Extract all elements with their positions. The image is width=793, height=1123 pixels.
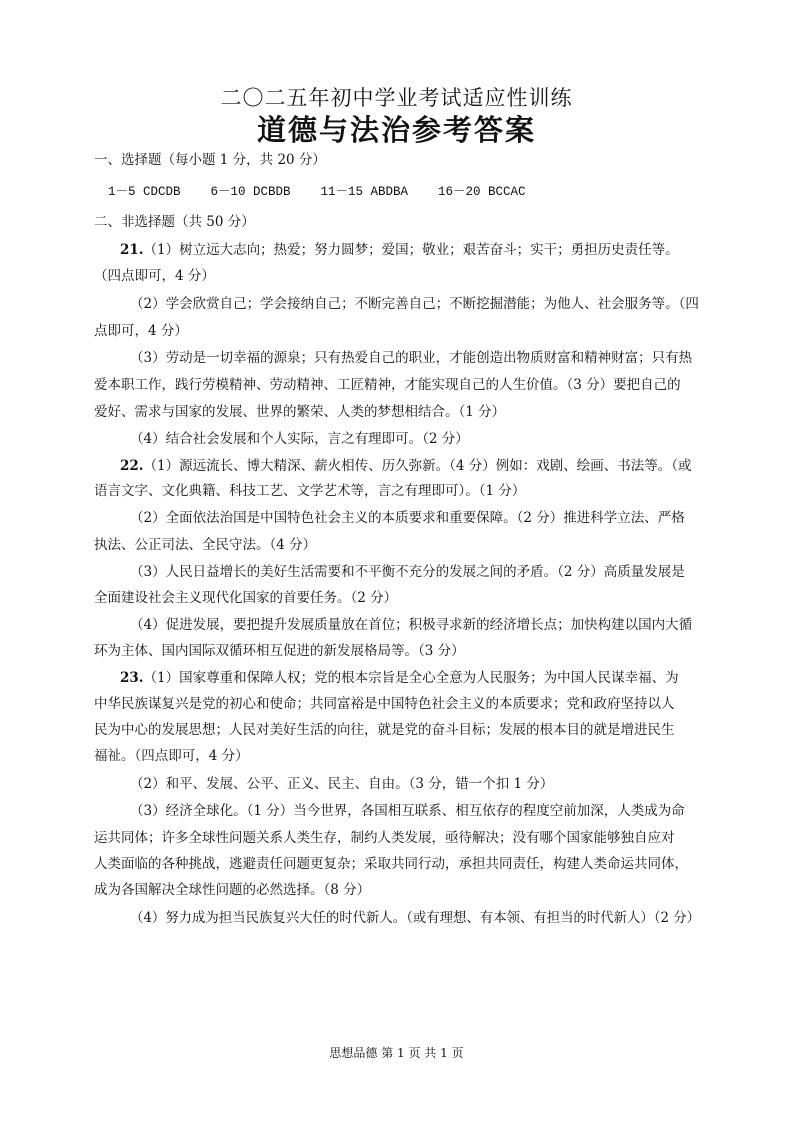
q22-part4-line1: （4）促进发展，要把提升发展质量放在首位；积极寻求新的经济增长点；加快构建以国内大循 — [130, 617, 693, 633]
q22-part2-line2: 执法、公正司法、全民守法。（4 分） — [94, 537, 317, 553]
q21-part3-line1: （3）劳动是一切幸福的源泉；只有热爱自己的职业，才能创造出物质财富和精神财富；只有热 — [130, 350, 693, 366]
q21-part2-line2: 点即可，4 分） — [94, 323, 188, 339]
q21-part4-line1: （4）结合社会发展和个人实际，言之有理即可。（2 分） — [130, 431, 469, 447]
document-title: 道德与法治参考答案 — [256, 113, 536, 147]
q22-part3-line2: 全面建设社会主义现代化国家的首要任务。（2 分） — [94, 590, 398, 606]
q23-part4-line1: （4）努力成为担当民族复兴大任的时代新人。（或有理想、有本领、有担当的时代新人）（2 分） — [130, 910, 701, 926]
section2-heading: 二、非选择题（共 50 分） — [94, 214, 255, 230]
q22-part1-line1: 22.（1）源远流长、博大精深、薪火相传、历久弥新。（4 分）例如：戏剧、绘画、书法等。（或 — [120, 458, 692, 474]
q23-part1-line2: 中华民族谋复兴是党的初心和使命；共同富裕是中国特色社会主义的本质要求；党和政府坚持以人 — [94, 696, 675, 712]
q22-part3-line1: （3）人民日益增长的美好生活需要和不平衡不充分的发展之间的矛盾。（2 分）高质量发展是 — [130, 564, 685, 580]
section1-heading: 一、选择题（每小题 1 分，共 20 分） — [94, 152, 326, 168]
q22-part2-line1: （2）全面依法治国是中国特色社会主义的本质要求和重要保障。（2 分）推进科学立法、严格 — [130, 510, 685, 526]
q23-number: 23. — [120, 670, 144, 686]
multiple-choice-answers: 1－5 CDCDB 6－10 DCBDB 11－15 ABDBA 16－20 BCCAC — [108, 185, 526, 199]
q22-number: 22. — [120, 458, 144, 474]
q21-part2-line1: （2）学会欣赏自己；学会接纳自己；不断完善自己；不断挖掘潜能；为他人、社会服务等。（四 — [130, 296, 699, 312]
page-footer: 思想品德 第 1 页 共 1 页 — [329, 1046, 464, 1060]
q23-part3-line1: （3）经济全球化。（1 分）当今世界，各国相互联系、相互依存的程度空前加深，人类成为命 — [130, 803, 685, 819]
q23-part1-line1: 23.（1）国家尊重和保障人权；党的根本宗旨是全心全意为人民服务；为中国人民谋幸福、为 — [120, 670, 679, 686]
q23-part3-line3: 人类面临的各种挑战，逃避责任问题更复杂；采取共同行动，承担共同责任，构建人类命运共同体， — [94, 856, 688, 872]
q22-part4-line2: 环为主体、国内国际双循环相互促进的新发展格局等。（3 分） — [94, 643, 465, 659]
q23-part1-line3: 民为中心的发展思想；人民对美好生活的向往，就是党的奋斗目标；发展的根本目的就是增进民生 — [94, 722, 675, 738]
q21-part1-line2: （四点即可，4 分） — [94, 268, 215, 284]
q21-number: 21. — [120, 242, 144, 258]
q21-part1-line1: 21.（1）树立远大志向；热爱；努力圆梦；爱国；敬业；艰苦奋斗；实干；勇担历史责任等。 — [120, 242, 679, 258]
q21-part3-line3: 爱好、需求与国家的发展、世界的繁荣、人类的梦想相结合。（1 分） — [94, 404, 506, 420]
q21-part3-line2: 爱本职工作，践行劳模精神、劳动精神、工匠精神，才能实现自己的人生价值。（3 分）要把自己的 — [94, 377, 681, 393]
q23-part3-line2: 运共同体；许多全球性问题关系人类生存，制约人类发展，亟待解决；没有哪个国家能够独自应对 — [94, 830, 675, 846]
exam-title: 二〇二五年初中学业考试适应性训练 — [220, 86, 573, 110]
q23-part3-line4: 成为各国解决全球性问题的必然选择。（8 分） — [94, 882, 371, 898]
q23-part1-line4: 福祉。（四点即可，4 分） — [94, 748, 249, 764]
q23-part2-line1: （2）和平、发展、公平、正义、民主、自由。（3 分，错一个扣 1 分） — [130, 776, 554, 792]
q22-part1-line2: 语言文字、文化典籍、科技工艺、文学艺术等，言之有理即可）。（1 分） — [94, 483, 526, 499]
